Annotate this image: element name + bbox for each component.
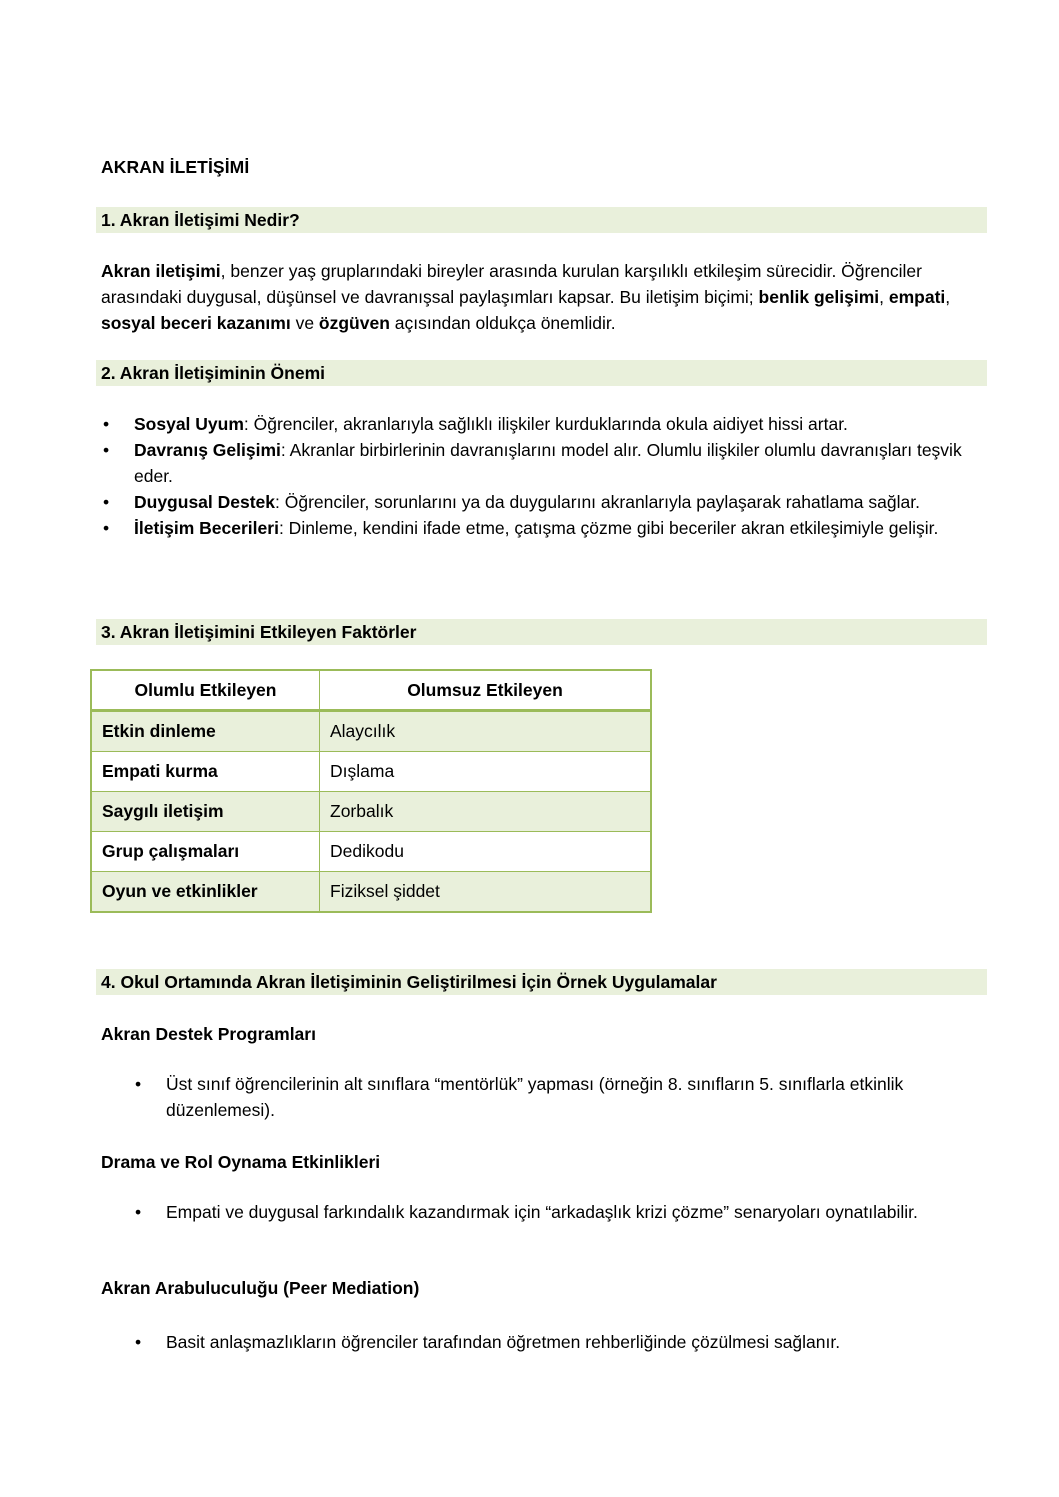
- drama-list: [135, 1199, 986, 1225]
- list-item-text: : Dinleme, kendini ifade etme, çatışma çözme gibi beceriler akran etkileşimiyle gelişir.: [278, 518, 939, 538]
- paragraph-text: ,: [879, 287, 889, 307]
- column-header-positive: Olumlu Etkileyen: [91, 670, 320, 711]
- table-row: [91, 872, 651, 913]
- list-item-text: : Öğrenciler, sorunlarını ya da duygularını akranlarıyla paylaşarak rahatlama sağlar.: [275, 492, 920, 512]
- column-header-negative: Olumsuz Etkileyen: [320, 670, 652, 711]
- term-ozguven: özgüven: [318, 313, 390, 333]
- bullet-icon: •: [135, 1202, 142, 1222]
- bullet-icon: •: [103, 414, 110, 434]
- peer-mediation-list: [135, 1329, 986, 1355]
- table-cell: Saygılı iletişim: [91, 792, 320, 832]
- subsection-title-peer-support: Akran Destek Programları: [101, 1024, 316, 1044]
- list-item: [135, 1199, 986, 1225]
- factors-table: [90, 669, 652, 913]
- bullet-icon: •: [103, 492, 110, 512]
- importance-list: [103, 411, 984, 541]
- section-1-heading: 1. Akran İletişimi Nedir?: [101, 210, 300, 230]
- list-item-text: Empati ve duygusal farkındalık kazandırmak için “arkadaşlık krizi çözme” senaryoları oynatılabilir.: [166, 1202, 918, 1222]
- table-cell: Etkin dinleme: [91, 711, 320, 752]
- paragraph-text: ve: [290, 313, 319, 333]
- bullet-icon: •: [135, 1332, 142, 1352]
- table-cell: Dedikodu: [320, 832, 652, 872]
- table-row: [91, 752, 651, 792]
- bullet-icon: •: [103, 440, 110, 460]
- section-2-heading: 2. Akran İletişiminin Önemi: [101, 363, 325, 383]
- table-cell: Grup çalışmaları: [91, 832, 320, 872]
- term-empati: empati: [888, 287, 946, 307]
- table-cell: Fiziksel şiddet: [320, 872, 652, 913]
- table-cell: Alaycılık: [320, 711, 652, 752]
- list-item-term: Duygusal Destek: [134, 492, 276, 512]
- section-4-heading: 4. Okul Ortamında Akran İletişiminin Geliştirilmesi İçin Örnek Uygulamalar: [101, 972, 717, 992]
- table-cell: Oyun ve etkinlikler: [91, 872, 320, 913]
- table-cell: Empati kurma: [91, 752, 320, 792]
- list-item: [135, 1329, 986, 1355]
- table-row: [91, 832, 651, 872]
- list-item: [103, 489, 984, 515]
- paragraph-text: açısından oldukça önemlidir.: [389, 313, 616, 333]
- table-header-row: [91, 670, 651, 711]
- document-title: AKRAN İLETİŞİMİ: [101, 157, 250, 177]
- list-item-text: Üst sınıf öğrencilerinin alt sınıflara “mentörlük” yapması (örneğin 8. sınıfların 5. sınıflarla etkinlik düzenlemesi).: [166, 1074, 904, 1120]
- term-sosyal-beceri: sosyal beceri kazanımı: [101, 313, 291, 333]
- table-row: [91, 711, 651, 752]
- section-1-paragraph: [101, 258, 981, 336]
- list-item: [103, 437, 984, 489]
- list-item: [103, 515, 984, 541]
- peer-support-list: [135, 1071, 986, 1123]
- list-item-text: Basit anlaşmazlıkların öğrenciler tarafından öğretmen rehberliğinde çözülmesi sağlanır.: [166, 1332, 841, 1352]
- term-akran-iletisimi: Akran iletişimi: [101, 261, 221, 281]
- table-cell: Dışlama: [320, 752, 652, 792]
- table-cell: Zorbalık: [320, 792, 652, 832]
- section-3-heading: 3. Akran İletişimini Etkileyen Faktörler: [101, 622, 417, 642]
- subsection-title-peer-mediation: Akran Arabuluculuğu (Peer Mediation): [101, 1278, 420, 1298]
- list-item: [103, 411, 984, 437]
- table-row: [91, 792, 651, 832]
- list-item-text: : Öğrenciler, akranlarıyla sağlıklı ilişkiler kurduklarında okula aidiyet hissi artar.: [243, 414, 848, 434]
- paragraph-text: , benzer yaş gruplarındaki bireyler arasında kurulan karşılıklı etkileşim sürecidir. Öğrenciler arasındaki duygusal, düşünsel ve davranışsal paylaşımları kapsar. Bu iletişim biçimi;: [101, 261, 922, 307]
- list-item-term: Sosyal Uyum: [134, 414, 244, 434]
- list-item: [135, 1071, 986, 1123]
- term-benlik-gelisimi: benlik gelişimi: [758, 287, 880, 307]
- subsection-title-drama: Drama ve Rol Oynama Etkinlikleri: [101, 1152, 381, 1172]
- bullet-icon: •: [135, 1074, 142, 1094]
- bullet-icon: •: [103, 518, 110, 538]
- list-item-text: : Akranlar birbirlerinin davranışlarını model alır. Olumlu ilişkiler olumlu davranışları teşvik eder.: [134, 440, 962, 486]
- list-item-term: İletişim Becerileri: [134, 518, 279, 538]
- list-item-term: Davranış Gelişimi: [134, 440, 281, 460]
- paragraph-text: ,: [945, 287, 951, 307]
